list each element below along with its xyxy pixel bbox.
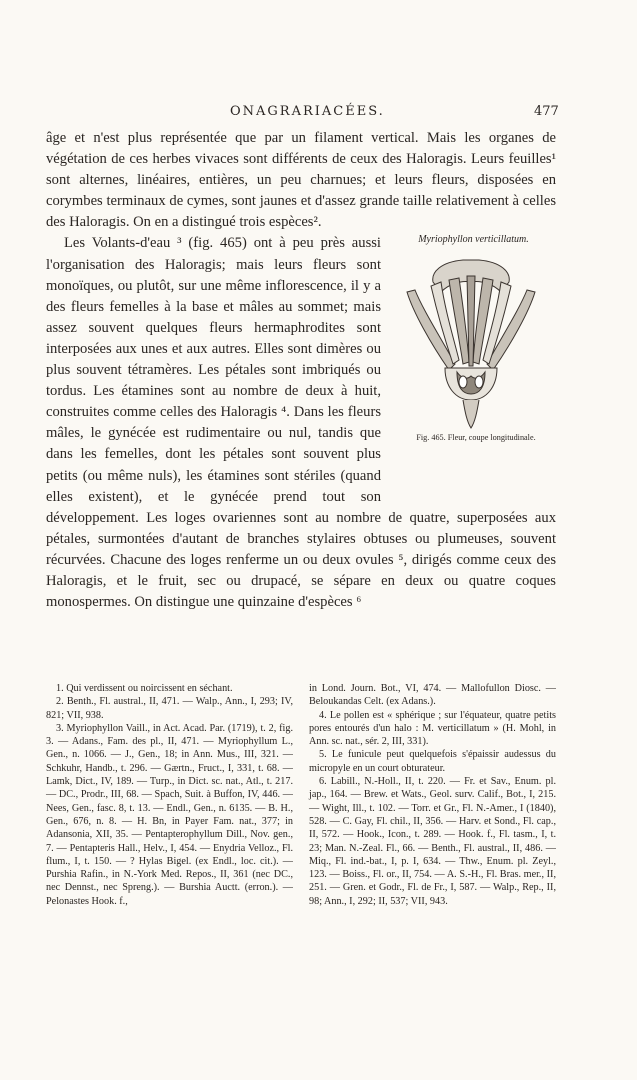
page-number: 477 [534, 104, 559, 119]
paragraph-2: Les Volants-d'eau ³ (fig. 465) ont à peu près aussi l'organisation des Haloragis; mais leurs fleurs sont monoïques, ou plutôt, sur une même inflorescence, il y a des fleurs femelles à la base et mâles au sommet; mais assez souvent quelques fleurs hermaphrodites sont interposées aux unes et aux autres. Elles sont dimères ou plus souvent tétramères. Les pétales sont imbriqués ou tordus. Les étamines sont au nombre de deux à huit, construites comme celles des Haloragis ⁴. Dans les fleurs mâles, le gynécée est rudimentaire ou nul, tandis que dans les femelles, dont les pétales sont souvent plus petits (ou même nuls), les étamines sont stériles (quand elles existent), et le gynécée prend tout son développement. Les loges ovariennes sont au nombre de quatre, superposées aux pétales, surmontées d'autant de branches stylaires obtuses ou plumeuses, souvent récurvées. Chacune des loges renferme un ou deux ovules ⁵, dirigés comme ceux des Haloragis, et le fruit, sec ou drupacé, se sépare en deux ou quatre coques monospermes. On distingue une quinzaine d'espèces ⁶ [46, 235, 556, 611]
footnote-1: 1. Qui verdissent ou noircissent en séchant. [56, 683, 233, 694]
running-head-title: ONAGRARIACÉES. [230, 104, 385, 119]
footnotes-right-column [309, 682, 556, 908]
footnote-4: 4. Le pollen est « sphérique ; sur l'équateur, quatre petits pores entourés d'un halo : M. verticillatum » (H. Mohl, in Ann. sc. nat., sér. 2, III, 331). [309, 709, 556, 748]
paragraph-1: âge et n'est plus représentée que par un filament vertical. Mais les organes de végétation de ces herbes vivaces sont différents de ceux des Haloragis. Leurs feuilles¹ sont alternes, linéaires, entières, un peu charnues; et leurs fleurs, disposées en corymbes terminaux de cymes, sont jaunes et d'assez grande taille relativement à celles des Haloragis. On en a distingué trois espèces². [46, 130, 556, 231]
figure-title: Myriophyllon verticillatum. [418, 234, 529, 246]
flower-section-illustration [401, 252, 541, 432]
footnote-2: 2. Benth., Fl. austral., II, 471. — Walp., Ann., I, 293; IV, 821; VII, 938. [46, 696, 293, 721]
footnote-3: 3. Myriophyllon Vaill., in Act. Acad. Par. (1719), t. 2, fig. 3. — Adans., Fam. des pl., II, 471. — Myriophyllum L., Gen., n. 1066. — J., Gen., 18; in Ann. Mus., III, 321. — Schkuhr, Handb., t. 296. — Gærtn., Fruct., I, 331, t. 68. — Lamk, Dict., IV, 189. — Turp., in Dict. sc. nat., Atl., t. 217. — DC., Prodr., III, 68. — Spach, Suit. à Buffon, IV, 446. — Nees, Gen., fasc. 8, t. 13. — Endl., Gen., n. 6135. — B. H., Gen., 676, n. 8. — H. Bn, in Payer Fam. nat., 377; in Adansonia, XII, 35. — Pentapterophyllum Dill., Nov. gen., 7. — Pentapteris Hall., Helv., I, 454. — Enydria Velloz., Fl. flum., I, t. 150. — ? Hylas Bigel. (ex Endl., loc. cit.). — Purshia Rafin., in N.-York Med. Repos., II, 361 (nec DC., nec Dennst., nec Spreng.). — Burshia Auctt. (erron.). — Pelonastes Hook. f., [46, 722, 293, 907]
figure-caption: Fig. 465. Fleur, coupe longitudinale. [416, 433, 536, 443]
footnote-3-continued: in Lond. Journ. Bot., VI, 474. — Mallofullon Diosc. — Beloukandas Celt. (ex Adans.). [309, 683, 556, 708]
footnote-5: 5. Le funicule peut quelquefois s'épaissir audessus du micropyle en un court obturateur. [309, 749, 556, 774]
main-text [46, 128, 556, 613]
footnotes-left-column [46, 682, 293, 908]
footnote-6: 6. Labill., N.-Holl., II, t. 220. — Fr. et Sav., Enum. pl. jap., 164. — Brew. et Wats., Geol. surv. Calif., Bot., I, 215. — Wight, Ill., t. 102. — Torr. et Gr., Fl. N.-Amer., I (1840), 528. — C. Gay, Fl. chil., II, 356. — Harv. et Sond., Fl. cap., II, 572. — Hook., Icon., t. 289. — Hook. f., Fl. tasm., I, t. 23; Man. N.-Zeal. Fl., 66. — Benth., Fl. austral., II, 486. — Miq., Fl. ind.-bat., I, p. I, 634. — Thw., Enum. pl. Zeyl., 123. — Boiss., Fl. or., II, 754. — A. S.-H., Fl. Bras. mer., II, 251. — Gren. et Godr., Fl. de Fr., I, 587. — Walp., Rep., II, 98; Ann., I, 292; II, 537; VII, 943. [309, 776, 556, 907]
running-head [0, 104, 637, 124]
figure-465 [391, 234, 556, 489]
